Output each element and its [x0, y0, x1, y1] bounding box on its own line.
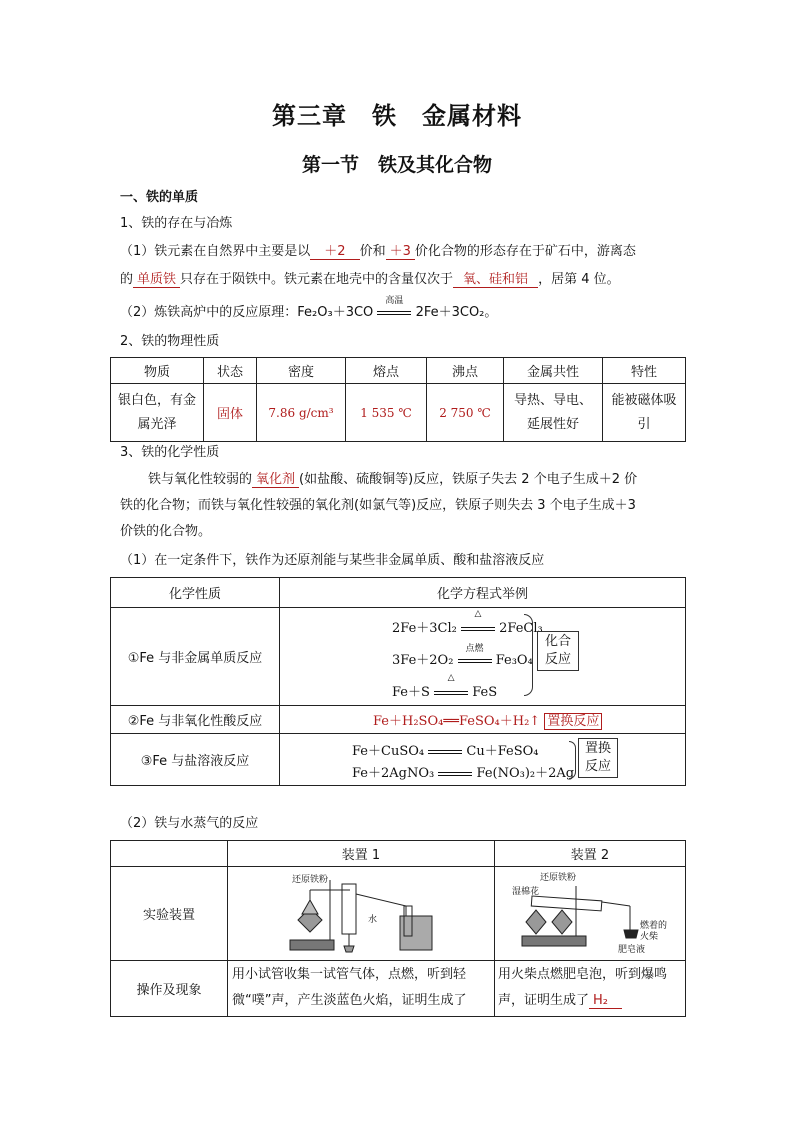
section-title: 第一节 铁及其化合物 — [301, 154, 492, 176]
table-header: 金属共性 — [504, 358, 603, 384]
equation-fe-s: Fe＋S △ FeS — [392, 673, 498, 700]
label-burning: 燃着的 — [640, 921, 668, 931]
answer-plus2: ＋2 — [310, 244, 359, 260]
paragraph-chemical-3: 价铁的化合物。 — [120, 524, 212, 539]
operation-1-line-2: 微“噗”声，产生淡蓝色火焰，证明生成了 — [232, 993, 467, 1008]
heading-chemical: 3、铁的化学性质 — [120, 445, 220, 460]
reaction-type-displacement-2: 置换 反应 — [578, 738, 618, 778]
table-header: 特性 — [603, 358, 686, 384]
table-cell: 7.86 g/cm³ — [257, 384, 346, 442]
apparatus-2-diagram — [512, 866, 672, 958]
operation-2-line-2: 声，证明生成了 H₂ — [498, 991, 622, 1011]
answer-oxidant: 氧化剂 — [252, 472, 299, 488]
paragraph-blast-furnace: （2）炼铁高炉中的反应原理：Fe₂O₃＋3CO 高温 2Fe＋3CO₂。 — [120, 303, 497, 323]
table-cell: ③Fe 与盐溶液反应 — [111, 734, 280, 786]
paragraph-existence-1: （1）铁元素在自然界中主要是以 ＋2 价和 ＋3 价化合物的形态存在于矿石中，游离态 — [120, 244, 636, 259]
paragraph-chemical-4: （1）在一定条件下，铁作为还原剂能与某些非金属单质、酸和盐溶液反应 — [120, 553, 545, 568]
table-header: 化学方程式举例 — [280, 578, 686, 608]
equation-fe-o2: 3Fe＋2O₂ 点燃 Fe₃O₄ — [392, 644, 533, 668]
equation-fe-agno3: Fe＋2AgNO₃ Fe(NO₃)₂＋2Ag — [352, 766, 575, 781]
label-iron-powder-2: 还原铁粉 — [540, 873, 577, 883]
apparatus-1-diagram — [280, 870, 440, 956]
heading-existence: 1、铁的存在与冶炼 — [120, 216, 233, 231]
chapter-title: 第三章 铁 金属材料 — [272, 101, 522, 130]
table-header — [111, 841, 228, 867]
answer-elements: 氧、硅和铝 — [453, 272, 538, 288]
table-cell: 导热、导电、延展性好 — [504, 384, 603, 442]
paragraph-chemical-1: 铁与氧化性较弱的 氧化剂 (如盐酸、硫酸铜等)反应，铁原子失去 2 个电子生成＋2 价 — [148, 472, 638, 487]
label-soap-solution: 肥皂液 — [618, 945, 646, 955]
answer-plus3: ＋3 — [386, 244, 415, 260]
condition-arrow: 高温 — [377, 303, 411, 323]
table-cell: 操作及现象 — [111, 961, 228, 1017]
equation-fe-cl2: 2Fe＋3Cl₂ △ 2FeCl₃ — [392, 609, 543, 636]
paragraph-chemical-2: 铁的化合物；而铁与氧化性较强的氧化剂(如氯气等)反应，铁原子则失去 3 个电子生成＋3 — [120, 498, 636, 513]
table-header: 化学性质 — [111, 578, 280, 608]
brace — [569, 741, 576, 779]
table-cell: 银白色，有金属光泽 — [111, 384, 204, 442]
table-header: 装置 2 — [495, 841, 686, 867]
table-header-row — [111, 578, 686, 608]
heading-iron-element: 一、铁的单质 — [120, 190, 199, 205]
table-cell: 固体 — [204, 384, 257, 442]
table-header: 状态 — [204, 358, 257, 384]
table-cell: ②Fe 与非氧化性酸反应 — [111, 706, 280, 734]
table-cell: 2 750 ℃ — [427, 384, 504, 442]
heading-physical: 2、铁的物理性质 — [120, 334, 220, 349]
table-header: 装置 1 — [228, 841, 495, 867]
table-cell: 能被磁体吸引 — [603, 384, 686, 442]
table-header-row — [111, 358, 686, 384]
table-cell: 1 535 ℃ — [346, 384, 427, 442]
label-water: 水 — [368, 915, 378, 925]
brace — [524, 614, 533, 696]
answer-h2: H₂ — [589, 993, 622, 1009]
label-match: 火柴 — [640, 932, 659, 942]
table-cell: 实验装置 — [111, 867, 228, 961]
heading-steam-reaction: （2）铁与水蒸气的反应 — [120, 816, 259, 831]
table-cell: ①Fe 与非金属单质反应 — [111, 608, 280, 706]
reaction-type-combination: 化合 反应 — [537, 631, 579, 671]
operation-1-line-1: 用小试管收集一试管气体，点燃，听到轻 — [232, 967, 467, 982]
table-header-row — [111, 841, 686, 867]
table-header: 沸点 — [427, 358, 504, 384]
equation-fe-cuso4: Fe＋CuSO₄ Cu＋FeSO₄ — [352, 744, 539, 759]
table-row — [111, 384, 686, 442]
reaction-type-displacement: 置换反应 — [544, 713, 602, 730]
equation-fe-h2so4: Fe＋H₂SO₄══FeSO₄＋H₂↑ 置换反应 — [373, 710, 602, 729]
label-iron-powder: 还原铁粉 — [292, 875, 329, 885]
paragraph-existence-2: 的 单质铁 只存在于陨铁中。铁元素在地壳中的含量仅次于 氧、硅和铝 ，居第 4 位。 — [120, 272, 620, 287]
table-header: 物质 — [111, 358, 204, 384]
table-header: 熔点 — [346, 358, 427, 384]
physical-properties-table — [110, 357, 686, 442]
answer-free-iron: 单质铁 — [133, 272, 180, 288]
label-wet-cotton: 湿棉花 — [512, 887, 540, 897]
table-header: 密度 — [257, 358, 346, 384]
operation-2-line-1: 用火柴点燃肥皂泡，听到爆鸣 — [498, 967, 668, 982]
